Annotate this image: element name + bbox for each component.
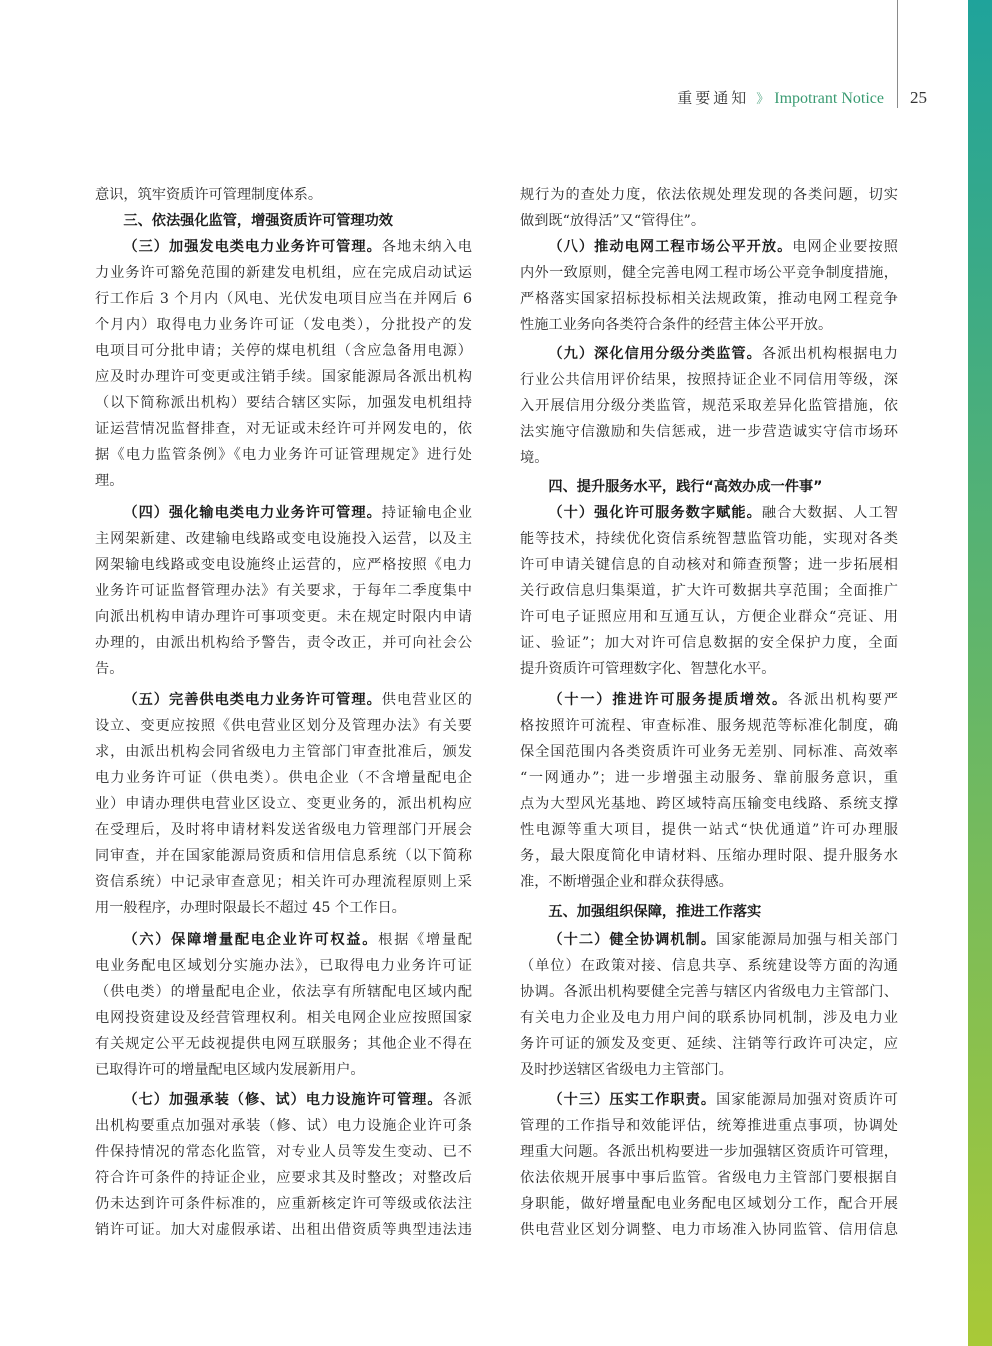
line-text: 点为大型风光基地、跨区域特高压输变电线路、系统支撑 — [520, 796, 898, 812]
line-text: 电项目可分批申请；关停的煤电机组（含应急备用电源） — [95, 343, 472, 359]
text-line — [520, 208, 898, 234]
line-text: 件保持情况的常态化监管，对专业人员等发生变动、已不 — [95, 1144, 472, 1160]
line-text: 性电源等重大项目，提供一站式“快优通道”许可办理服 — [520, 822, 898, 838]
text-line — [520, 1057, 898, 1083]
text-line — [520, 234, 898, 260]
line-text: 务，最大限度简化申请材料、压缩办理时限、提升服务水 — [520, 848, 898, 864]
text-line — [520, 552, 898, 578]
paragraph — [95, 234, 472, 494]
text-line — [95, 895, 472, 921]
section-title-english: Impotrant Notice — [774, 90, 884, 107]
text-line — [95, 416, 472, 442]
line-text: 入开展信用分级分类监管，规范采取差异化监管措施，依 — [520, 398, 898, 414]
text-line — [520, 312, 898, 338]
text-line — [520, 1165, 898, 1191]
text-line — [95, 843, 472, 869]
section-heading: 四、提升服务水平，践行“高效办成一件事” — [548, 479, 823, 495]
line-text: 证、验证”；加大对许可信息数据的安全保护力度，全面 — [520, 635, 898, 651]
text-line — [95, 817, 472, 843]
text-line — [520, 979, 898, 1005]
text-line — [520, 1191, 898, 1217]
text-line — [95, 656, 472, 682]
line-text: 身职能，做好增量配电业务配电区域划分工作，配合开展 — [520, 1196, 898, 1212]
paragraph-lead: （十）强化许可服务数字赋能。 — [548, 505, 762, 521]
line-text: 各派 — [442, 1092, 472, 1108]
paragraph — [95, 182, 472, 208]
left-column — [95, 182, 472, 1243]
text-line — [95, 927, 472, 953]
line-text: 网架输电线路或变电设施终止运营的，应严格按照《电力 — [95, 557, 472, 573]
line-text: 格按照许可流程、审查标准、服务规范等标准化制度，确 — [520, 718, 898, 734]
text-line — [95, 500, 472, 526]
text-line — [95, 390, 472, 416]
line-text: “一网通办”；进一步增强主动服务、靠前服务意识，重 — [520, 770, 898, 786]
line-text: 关行政信息归集渠道，扩大许可数据共享范围；全面推广 — [520, 583, 898, 599]
text-line — [95, 234, 472, 260]
text-line — [520, 765, 898, 791]
text-line — [95, 578, 472, 604]
line-text: 提升资质许可管理数字化、智慧化水平。 — [520, 661, 776, 677]
line-text: 持证输电企业 — [381, 505, 472, 521]
line-text: 理。 — [95, 473, 124, 489]
line-text: 供电营业区的 — [381, 692, 472, 708]
text-line — [520, 739, 898, 765]
text-line — [95, 260, 472, 286]
line-text: 设立、变更应按照《供电营业区划分及管理办法》有关要 — [95, 718, 472, 734]
line-text: 做到既“放得活”又“管得住”。 — [520, 213, 706, 229]
line-text: 意识，筑牢资质许可管理制度体系。 — [95, 187, 323, 203]
paragraph-lead: （六）保障增量配电企业许可权益。 — [123, 932, 379, 948]
text-line — [95, 1087, 472, 1113]
line-text: 各派出机构要严 — [787, 692, 898, 708]
text-line — [95, 468, 472, 494]
text-line — [95, 1165, 472, 1191]
line-text: 管理的工作指导和效能评估，统筹推进重点事项，协调处 — [520, 1118, 898, 1134]
line-text: 供电营业区划分调整、电力市场准入协同监管、信用信息 — [520, 1222, 898, 1238]
paragraph — [95, 1087, 472, 1243]
text-line — [95, 338, 472, 364]
paragraph-lead: （三）加强发电类电力业务许可管理。 — [123, 239, 382, 255]
text-line — [520, 604, 898, 630]
line-text: （以下简称派出机构）要结合辖区实际，加强发电机组持 — [95, 395, 472, 411]
text-line — [520, 1113, 898, 1139]
page-number: 25 — [910, 88, 927, 107]
text-line — [95, 765, 472, 791]
line-text: 符合许可条件的持证企业，应要求其及时整改；对整改后 — [95, 1170, 472, 1186]
line-text: 力业务许可豁免范围的新建发电机组，应在完成启动试运 — [95, 265, 472, 281]
paragraph — [520, 234, 898, 338]
text-line — [95, 604, 472, 630]
line-text: 个月内）取得电力业务许可证（发电类），分批投产的发 — [95, 317, 472, 333]
line-text: 理重大问题。各派出机构要进一步加强辖区资质许可管理， — [520, 1144, 898, 1160]
paragraph — [520, 341, 898, 471]
text-line — [520, 367, 898, 393]
text-line — [95, 526, 472, 552]
line-text: 内外一致原则，健全完善电网工程市场公平竞争制度措施， — [520, 265, 898, 281]
text-line — [520, 791, 898, 817]
text-line — [520, 526, 898, 552]
line-text: 各派出机构根据电力 — [761, 346, 898, 362]
line-text: 应及时办理许可变更或注销手续。国家能源局各派出机构 — [95, 369, 472, 385]
text-line — [520, 1087, 898, 1113]
line-text: 许可申请关键信息的自动核对和筛查预警；进一步拓展相 — [520, 557, 898, 573]
text-line — [520, 1139, 898, 1165]
line-text: （供电类）的增量配电企业，依法享有所辖配电区域内配 — [95, 984, 472, 1000]
text-line — [95, 1005, 472, 1031]
line-text: 行业公共信用评价结果，按照持证企业不同信用等级，深 — [520, 372, 898, 388]
line-text: 严格落实国家招标投标相关法规政策，推动电网工程竞争 — [520, 291, 898, 307]
text-line — [95, 630, 472, 656]
paragraph-lead: （十一）推进许可服务提质增效。 — [548, 692, 788, 708]
paragraph-lead: （七）加强承装（修、试）电力设施许可管理。 — [123, 1092, 443, 1108]
text-line — [95, 1031, 472, 1057]
section-heading: 五、加强组织保障，推进工作落实 — [548, 904, 762, 920]
paragraph — [520, 500, 898, 682]
text-line — [95, 713, 472, 739]
line-text: 办理的，由派出机构给予警告，责令改正，并可向社会公 — [95, 635, 472, 651]
text-line — [95, 1057, 472, 1083]
line-text: 据《电力监管条例》《电力业务许可证管理规定》进行处 — [95, 447, 472, 463]
text-line — [520, 713, 898, 739]
text-line — [520, 630, 898, 656]
line-text: 有关规定公平无歧视提供电网互联服务；其他企业不得在 — [95, 1036, 472, 1052]
line-text: 有关电力企业及电力用户间的联系协同机制，涉及电力业 — [520, 1010, 898, 1026]
text-line — [520, 419, 898, 445]
text-line — [95, 364, 472, 390]
paragraph-lead: （五）完善供电类电力业务许可管理。 — [123, 692, 382, 708]
text-line — [520, 927, 898, 953]
text-line — [95, 791, 472, 817]
text-line — [95, 869, 472, 895]
text-line — [520, 1005, 898, 1031]
paragraph-lead: （八）推动电网工程市场公平开放。 — [548, 239, 793, 255]
text-line — [520, 817, 898, 843]
paragraph — [95, 927, 472, 1083]
paragraph — [520, 182, 898, 234]
text-line — [95, 1139, 472, 1165]
line-text: 协调。各派出机构要健全完善与辖区内省级电力主管部门、 — [520, 984, 898, 1000]
line-text: 许可电子证照应用和互通互认，方便企业群众“亮证、用 — [520, 609, 898, 625]
line-text: 求，由派出机构会同省级电力主管部门审查批准后，颁发 — [95, 744, 472, 760]
line-text: 境。 — [520, 450, 549, 466]
text-line — [520, 500, 898, 526]
line-text: 主网架新建、改建输电线路或变电设施投入运营，以及主 — [95, 531, 472, 547]
line-text: 各地未纳入电 — [381, 239, 472, 255]
paragraph-lead: （四）强化输电类电力业务许可管理。 — [123, 505, 382, 521]
text-line — [520, 393, 898, 419]
line-text: 能等技术，持续优化资信系统智慧监管功能，实现对各类 — [520, 531, 898, 547]
line-text: 电力业务许可证（供电类）。供电企业（不含增量配电企 — [95, 770, 472, 786]
double-chevron-icon: 》 — [756, 92, 770, 107]
line-text: 向派出机构申请办理许可事项变更。未在规定时限内申请 — [95, 609, 472, 625]
line-text: 准，不断增强企业和群众获得感。 — [520, 874, 733, 890]
line-text: 证运营情况监督排查，对无证或未经许可并网发电的，依 — [95, 421, 472, 437]
line-text: 性施工业务向各类符合条件的经营主体公平开放。 — [520, 317, 833, 333]
line-text: 行工作后 3 个月内（风电、光伏发电项目应当在并网后 6 — [95, 291, 472, 307]
paragraph — [520, 927, 898, 1083]
paragraph — [520, 687, 898, 895]
line-text: 依法依规开展事中事后监管。省级电力主管部门要根据自 — [520, 1170, 898, 1186]
line-text: 国家能源局加强与相关部门 — [716, 932, 898, 948]
text-line — [520, 260, 898, 286]
line-text: 在受理后，及时将申请材料发送省级电力管理部门开展会 — [95, 822, 472, 838]
line-text: 电网投资建设及经营管理权利。相关电网企业应按照国家 — [95, 1010, 472, 1026]
text-line — [520, 1031, 898, 1057]
text-line — [95, 739, 472, 765]
paragraph — [520, 1087, 898, 1243]
text-line — [520, 869, 898, 895]
line-text: 融合大数据、人工智 — [761, 505, 898, 521]
running-header — [677, 87, 884, 109]
text-line — [520, 286, 898, 312]
paragraph — [95, 687, 472, 921]
line-text: 国家能源局加强对资质许可 — [716, 1092, 898, 1108]
text-line — [95, 286, 472, 312]
text-line — [520, 578, 898, 604]
right-column — [520, 182, 898, 1243]
line-text: （单位）在政策对接、信息共享、系统建设等方面的沟通 — [520, 958, 898, 974]
text-line — [95, 312, 472, 338]
line-text: 法实施守信激励和失信惩戒，进一步营造诚实守信市场环 — [520, 424, 898, 440]
line-text: 资信系统）中记录审查意见；相关许可办理流程原则上采 — [95, 874, 472, 890]
text-line — [95, 442, 472, 468]
text-line — [520, 687, 898, 713]
line-text: 电业务配电区域划分实施办法》，已取得电力业务许可证 — [95, 958, 472, 974]
text-line — [95, 1217, 472, 1243]
text-line — [520, 843, 898, 869]
text-line — [95, 1191, 472, 1217]
text-line — [95, 953, 472, 979]
paragraph — [95, 500, 472, 682]
text-line — [520, 445, 898, 471]
paragraph-lead: （九）深化信用分级分类监管。 — [548, 346, 762, 362]
line-text: 根据《增量配 — [378, 932, 472, 948]
text-line — [520, 341, 898, 367]
line-text: 务许可证的颁发及变更、延续、注销等行政许可决定，应 — [520, 1036, 898, 1052]
section-title: 重要通知 — [677, 89, 750, 107]
text-line — [520, 182, 898, 208]
line-text: 同审查，并在国家能源局资质和信用信息系统（以下简称 — [95, 848, 472, 864]
line-text: 业务许可证监督管理办法》有关要求，于每年二季度集中 — [95, 583, 472, 599]
line-text: 出机构要重点加强对承装（修、试）电力设施企业许可条 — [95, 1118, 472, 1134]
text-line — [520, 1217, 898, 1243]
line-text: 告。 — [95, 661, 124, 677]
paragraph-lead: （十二）健全协调机制。 — [548, 932, 717, 948]
header-divider — [897, 0, 898, 108]
text-line — [95, 979, 472, 1005]
side-color-bar — [968, 0, 992, 1346]
line-text: 电网企业要按照 — [792, 239, 898, 255]
line-text: 用一般程序，办理时限最长不超过 45 个工作日。 — [95, 900, 406, 916]
line-text: 仍未达到许可条件标准的，应重新核定许可等级或依法注 — [95, 1196, 472, 1212]
text-line — [520, 953, 898, 979]
text-line — [95, 1113, 472, 1139]
line-text: 保全国范围内各类资质许可业务无差别、同标准、高效率 — [520, 744, 898, 760]
section-heading: 三、依法强化监管，增强资质许可管理功效 — [123, 213, 393, 229]
text-line — [95, 182, 472, 208]
text-line — [95, 552, 472, 578]
line-text: 销许可证。加大对虚假承诺、出租出借资质等典型违法违 — [95, 1222, 472, 1238]
text-line — [520, 656, 898, 682]
text-line — [95, 687, 472, 713]
paragraph-lead: （十三）压实工作职责。 — [548, 1092, 717, 1108]
line-text: 规行为的查处力度，依法依规处理发现的各类问题，切实 — [520, 187, 898, 203]
line-text: 已取得许可的增量配电区域内发展新用户。 — [95, 1062, 365, 1078]
line-text: 及时抄送辖区省级电力主管部门。 — [520, 1062, 733, 1078]
line-text: 业）申请办理供电营业区设立、变更业务的，派出机构应 — [95, 796, 472, 812]
